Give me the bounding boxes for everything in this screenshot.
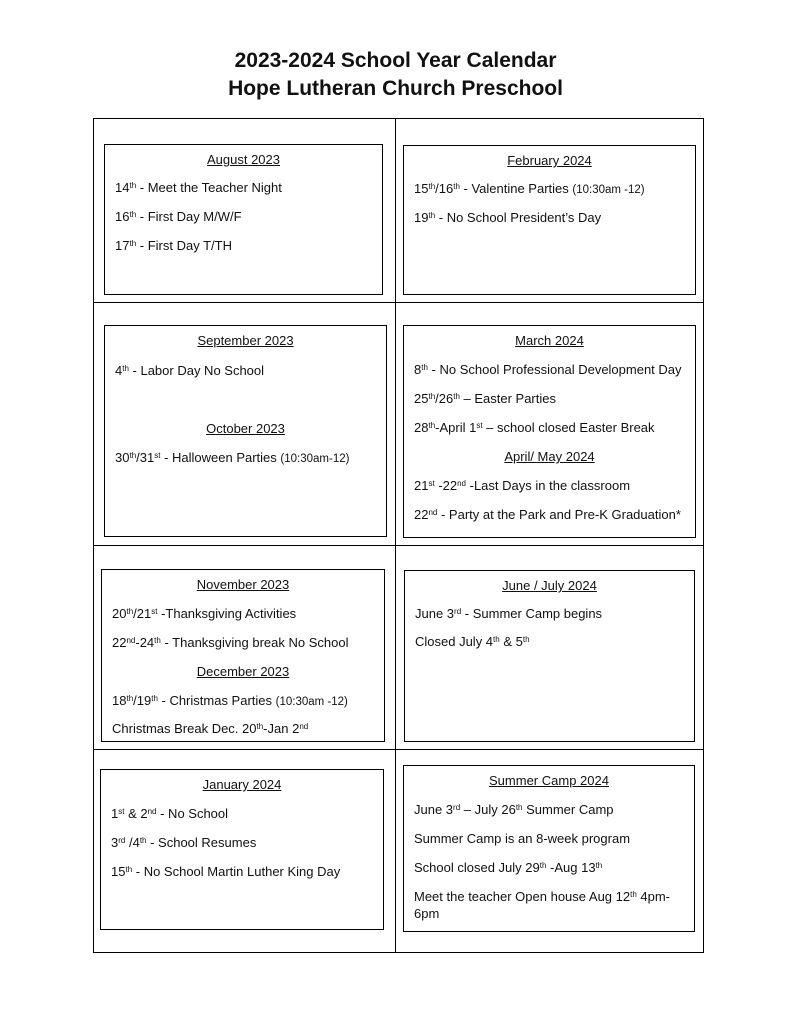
event-text: -April 1 [435, 420, 477, 435]
month-heading: December 2023 [196, 664, 290, 679]
event-text: /21 [133, 606, 152, 621]
event-text: -24 [135, 635, 155, 650]
ordinal-suffix: rd [453, 803, 461, 812]
box-january-2024 [100, 769, 384, 930]
calendar-event [112, 720, 378, 737]
box-february-2024 [403, 145, 696, 295]
event-text: - No School Martin Luther King Day [132, 864, 341, 879]
event-text: 1 [111, 806, 119, 821]
event-text: 4pm-6pm [414, 889, 671, 921]
event-text: -Last Days in the classroom [466, 478, 631, 493]
event-text: Meet the teacher Open house Aug 12 [414, 889, 631, 904]
ordinal-suffix: th [515, 803, 523, 812]
calendar-event [414, 390, 689, 407]
event-text: 16 [115, 209, 130, 224]
calendar-event [115, 237, 376, 254]
calendar-event [414, 419, 689, 436]
event-text: - No School President’s Day [435, 210, 602, 225]
event-text: - Thanksgiving break No School [160, 635, 349, 650]
ordinal-suffix: th [428, 182, 436, 191]
event-text: Christmas Break Dec. 20 [112, 721, 257, 736]
page-title: 2023-2024 School Year Calendar [234, 49, 557, 72]
ordinal-suffix: nd [457, 479, 467, 488]
event-text: -Jan 2 [263, 721, 300, 736]
ordinal-suffix: th [122, 364, 129, 373]
event-text: 22 [414, 507, 429, 522]
box-september-october-2023 [104, 325, 387, 537]
month-heading: October 2023 [206, 421, 285, 436]
event-text: 15 [414, 181, 429, 196]
ordinal-suffix: th [256, 722, 264, 731]
calendar-event [414, 801, 688, 818]
event-text: 19 [414, 210, 429, 225]
event-text: June 3 [414, 802, 454, 817]
event-text: - Valentine Parties [459, 181, 573, 196]
calendar-event [112, 605, 378, 622]
event-text: 4 [115, 363, 123, 378]
event-text: - No School Professional Development Day [427, 362, 682, 377]
event-text: – school closed Easter Break [482, 420, 655, 435]
ordinal-suffix: th [428, 211, 436, 220]
event-text: /4 [125, 835, 140, 850]
ordinal-suffix: th [421, 363, 428, 372]
calendar-event [115, 449, 380, 468]
event-text: -Thanksgiving Activities [157, 606, 297, 621]
month-heading: February 2024 [507, 153, 592, 168]
event-text: 8 [414, 362, 422, 377]
ordinal-suffix: st [118, 807, 125, 816]
ordinal-suffix: th [126, 607, 134, 616]
box-march-april-may-2024 [403, 325, 696, 538]
event-text: 20 [112, 606, 127, 621]
ordinal-suffix: th [595, 861, 603, 870]
ordinal-suffix: nd [147, 807, 157, 816]
ordinal-suffix: rd [454, 607, 462, 616]
event-text: School closed July 29 [414, 860, 540, 875]
month-heading: March 2024 [515, 333, 584, 348]
calendar-event [111, 805, 377, 822]
event-text: /26 [435, 391, 454, 406]
month-heading: January 2024 [202, 777, 282, 792]
ordinal-suffix: th [428, 421, 436, 430]
event-text: /16 [435, 181, 454, 196]
calendar-event [414, 506, 689, 523]
event-text: - Summer Camp begins [461, 606, 603, 621]
calendar-event [414, 180, 689, 199]
event-text: - Christmas Parties [157, 693, 276, 708]
ordinal-suffix: th [154, 636, 161, 645]
month-heading: November 2023 [196, 577, 290, 592]
event-text: - Party at the Park and Pre-K Graduation* [437, 507, 681, 522]
calendar-event [414, 859, 688, 876]
event-text: Summer Camp is an 8-week program [414, 831, 631, 846]
event-text: & 2 [124, 806, 148, 821]
calendar-event [112, 692, 378, 711]
ordinal-suffix: th [139, 836, 147, 845]
event-text: 14 [115, 180, 130, 195]
ordinal-suffix: rd [118, 836, 126, 845]
ordinal-suffix: th [428, 392, 436, 401]
month-heading: September 2023 [197, 333, 294, 348]
ordinal-suffix: th [493, 635, 500, 644]
calendar-event [415, 605, 688, 622]
month-heading: June / July 2024 [502, 578, 597, 593]
ordinal-suffix: th [129, 239, 137, 248]
ordinal-suffix: th [453, 182, 460, 191]
event-text: - Halloween Parties [160, 450, 281, 465]
calendar-event [115, 362, 380, 379]
event-text: 22 [112, 635, 127, 650]
event-text: 18 [112, 693, 127, 708]
event-text: Summer Camp [522, 802, 614, 817]
event-text: Closed July 4 [415, 634, 494, 649]
event-text: /19 [133, 693, 152, 708]
ordinal-suffix: th [453, 392, 460, 401]
calendar-event [115, 208, 376, 225]
calendar-event [414, 361, 689, 378]
event-text: /31 [136, 450, 155, 465]
event-text: - First Day M/W/F [136, 209, 242, 224]
ordinal-suffix: th [522, 635, 530, 644]
event-text: 3 [111, 835, 119, 850]
ordinal-suffix: nd [428, 508, 438, 517]
month-heading: Summer Camp 2024 [489, 773, 609, 788]
ordinal-suffix: st [428, 479, 435, 488]
ordinal-suffix: th [129, 451, 137, 460]
calendar-event [414, 477, 689, 494]
calendar-event [111, 834, 377, 851]
ordinal-suffix: th [129, 210, 137, 219]
event-text: 28 [414, 420, 429, 435]
calendar-event [414, 830, 688, 847]
calendar-event [111, 863, 377, 880]
event-text: -Aug 13 [546, 860, 596, 875]
ordinal-suffix: st [151, 607, 158, 616]
month-heading: August 2023 [206, 152, 280, 167]
event-text: - Meet the Teacher Night [136, 180, 282, 195]
grid-divider-row-3 [93, 749, 704, 750]
ordinal-suffix: th [126, 694, 134, 703]
box-june-july-2024 [404, 570, 695, 742]
ordinal-suffix: nd [126, 636, 136, 645]
event-text: - First Day T/TH [136, 238, 232, 253]
event-time: (10:30am -12) [572, 184, 645, 196]
ordinal-suffix: th [539, 861, 547, 870]
box-august-2023 [104, 144, 383, 295]
event-text: 15 [111, 864, 126, 879]
box-november-december-2023 [101, 569, 385, 742]
calendar-event [414, 888, 688, 922]
event-text: -22 [434, 478, 458, 493]
box-summer-camp-2024 [403, 765, 695, 932]
event-text: 25 [414, 391, 429, 406]
calendar-event [415, 633, 688, 650]
event-time: (10:30am -12) [275, 696, 348, 708]
ordinal-suffix: th [129, 181, 137, 190]
ordinal-suffix: st [476, 421, 483, 430]
calendar-event [115, 179, 376, 196]
event-text: - School Resumes [146, 835, 257, 850]
grid-divider-row-2 [93, 545, 704, 546]
event-text: 17 [115, 238, 130, 253]
ordinal-suffix: th [630, 890, 637, 899]
ordinal-suffix: nd [299, 722, 309, 731]
event-text: June 3 [415, 606, 455, 621]
event-text: 21 [414, 478, 429, 493]
event-text: & 5 [499, 634, 523, 649]
calendar-event [414, 209, 689, 226]
event-text: – July 26 [460, 802, 516, 817]
ordinal-suffix: st [154, 451, 161, 460]
grid-divider-vertical [395, 118, 396, 953]
event-text: – Easter Parties [459, 391, 556, 406]
page-subtitle: Hope Lutheran Church Preschool [228, 77, 563, 100]
event-text: - Labor Day No School [128, 363, 265, 378]
calendar-event [112, 634, 378, 651]
month-heading: April/ May 2024 [504, 449, 595, 464]
event-text: - No School [156, 806, 229, 821]
event-text: 30 [115, 450, 130, 465]
event-time: (10:30am-12) [280, 453, 350, 465]
grid-divider-row-1 [93, 302, 704, 303]
ordinal-suffix: th [125, 865, 133, 874]
ordinal-suffix: th [151, 694, 158, 703]
